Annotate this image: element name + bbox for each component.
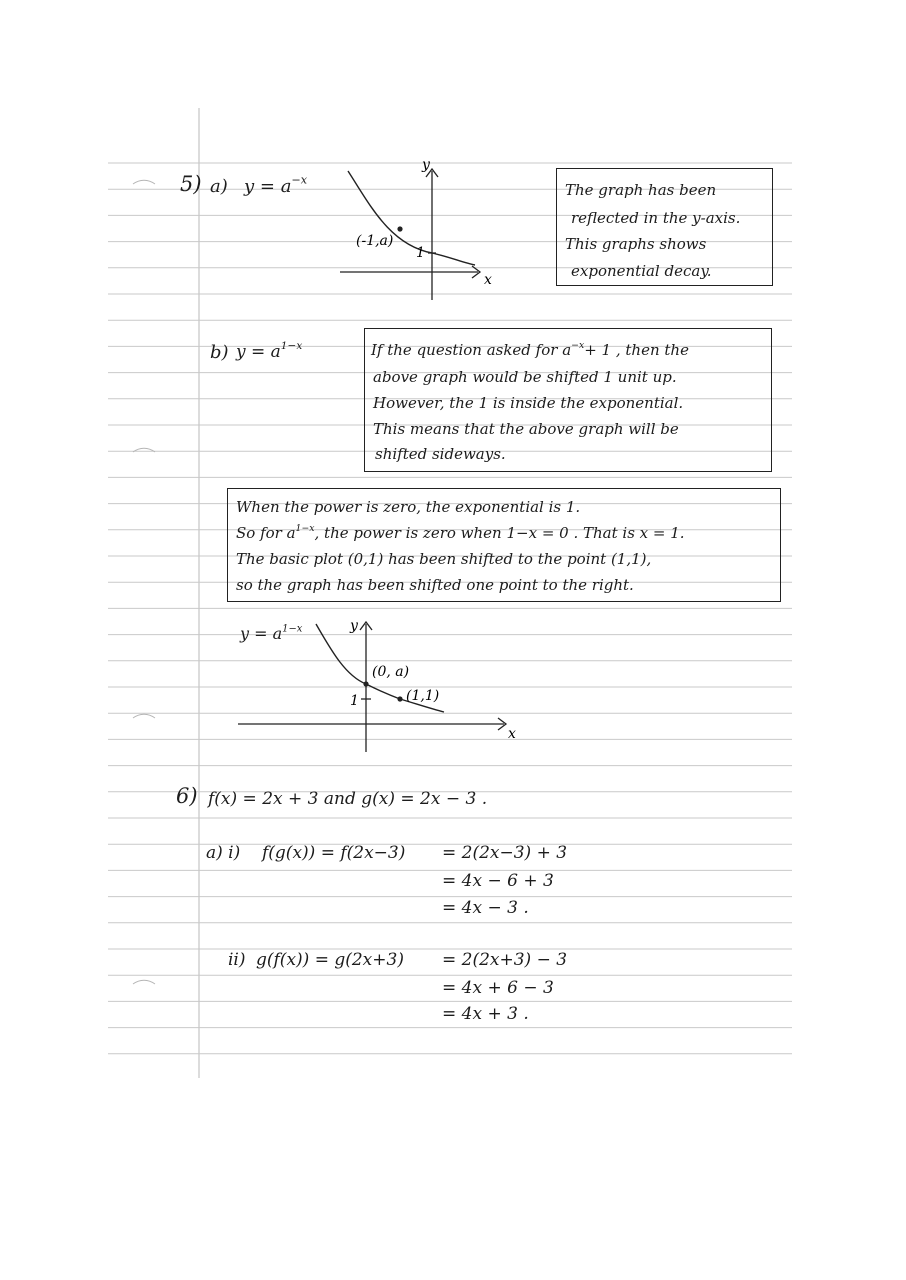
note-box-5b — [364, 328, 772, 472]
binder-hole-mark — [133, 980, 155, 984]
note-5a-line-4: exponential decay. — [571, 262, 712, 280]
part-6a-ii-step-2: = 4x + 6 − 3 — [442, 978, 554, 998]
equation-5a-exponent: −x — [291, 173, 308, 187]
graph-5b-y-label: y — [350, 618, 358, 634]
note-5b-line-1-exp: −x — [571, 340, 585, 352]
note-5b-line-1-base: a — [562, 341, 572, 359]
graph-5b-x-label: x — [508, 726, 516, 742]
explanation-line-2-exp: 1−x — [295, 523, 315, 535]
binder-hole-mark — [133, 180, 155, 184]
graph-5a-curve — [348, 171, 475, 265]
graph-5a-x-label: x — [484, 272, 492, 288]
graph-5a-y-label: y — [422, 157, 430, 173]
part-6a-ii-lhs: g(f(x)) = g(2x+3) — [256, 950, 404, 970]
question-5-number: 5) — [180, 172, 202, 196]
explanation-line-2 — [236, 523, 685, 542]
note-5a-line-2: reflected in the y-axis. — [571, 209, 741, 227]
note-box-5a — [556, 168, 773, 286]
graph-5b-point-lower-label: (1,1) — [406, 688, 440, 704]
explanation-line-4: so the graph has been shifted one point to the right. — [236, 576, 634, 594]
note-5b-line-1-pre: If the question asked for — [371, 341, 558, 359]
part-6a-i-label: a) i) — [206, 843, 241, 863]
part-6a-ii-step-3: = 4x + 3 . — [442, 1004, 529, 1024]
explanation-line-2-pre: So for a — [236, 524, 296, 542]
part-6a-i-step-1: = 2(2x−3) + 3 — [442, 843, 568, 863]
explanation-line-3: The basic plot (0,1) has been shifted to the point (1,1), — [236, 550, 652, 568]
part-6a-i-lhs: f(g(x)) = f(2x−3) — [262, 843, 406, 863]
graph-5a-point-label: (-1,a) — [356, 233, 394, 249]
note-5b-line-3: However, the 1 is inside the exponential. — [373, 394, 684, 412]
equation-5b — [236, 340, 303, 362]
part-b-label: b) — [210, 342, 229, 363]
question-6-number: 6) — [176, 784, 198, 808]
note-5b-line-2: above graph would be shifted 1 unit up. — [373, 368, 677, 386]
graph-5a — [330, 155, 510, 305]
equation-5b-exponent: 1−x — [280, 340, 303, 353]
explanation-line-2-post: , the power is zero when 1−x = 0 . That is x = 1. — [314, 524, 685, 542]
note-5b-line-1-post: + 1 , then the — [584, 341, 689, 359]
graph-5b-point-lower — [397, 696, 402, 701]
binder-hole-mark — [133, 714, 155, 718]
note-5b-line-4: This means that the above graph will be — [373, 420, 679, 438]
graph-5b-point-upper-label: (0, a) — [372, 664, 410, 680]
graph-5b — [230, 612, 530, 757]
explanation-box — [227, 488, 781, 602]
explanation-line-1: When the power is zero, the exponential is 1. — [236, 498, 581, 516]
graph-5a-intercept-label: 1 — [416, 245, 425, 261]
part-6a-i-step-3: = 4x − 3 . — [442, 898, 529, 918]
note-5a-line-3: This graphs shows — [565, 235, 707, 253]
graph-5a-point — [397, 226, 402, 231]
part-6a-i-step-2: = 4x − 6 + 3 — [442, 871, 554, 891]
note-5b-line-5: shifted sideways. — [375, 445, 506, 463]
part-6a-ii-label: ii) — [228, 950, 246, 970]
graph-5b-intercept-label: 1 — [350, 693, 359, 709]
graph-5b-equation-base: y = a — [240, 624, 283, 643]
note-5b-line-1 — [371, 340, 689, 359]
equation-5a-base: y = a — [244, 176, 292, 197]
question-6-definition: f(x) = 2x + 3 and g(x) = 2x − 3 . — [208, 789, 488, 809]
graph-5b-point-upper — [363, 681, 368, 686]
part-6a-ii-step-1: = 2(2x+3) − 3 — [442, 950, 568, 970]
equation-5b-base: y = a — [236, 342, 281, 362]
part-a-label: a) — [210, 176, 228, 197]
note-5a-line-1: The graph has been — [565, 181, 717, 199]
graph-5b-equation-exp: 1−x — [282, 623, 303, 635]
equation-5a — [244, 173, 308, 197]
